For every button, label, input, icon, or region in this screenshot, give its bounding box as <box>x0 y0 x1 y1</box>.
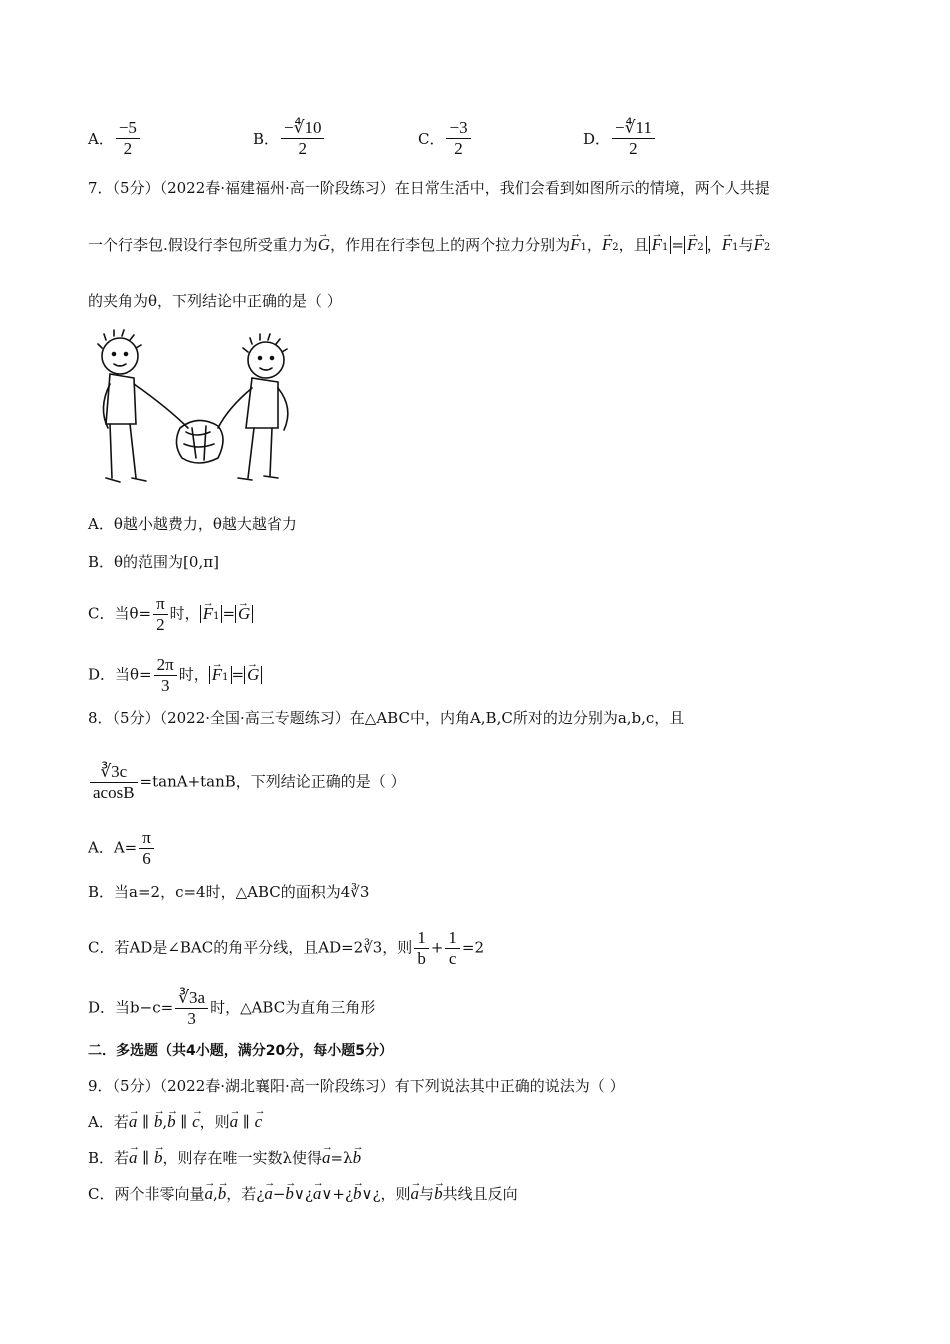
q7-stem-line3: 的夹角为θ，下列结论中正确的是（ ） <box>88 292 342 310</box>
q9-stem: 9．（5分）（2022春·湖北襄阳·高一阶段练习）有下列说法其中正确的说法为（ ） <box>88 1077 625 1095</box>
q7-stem-line1: 7．（5分）（2022春·福建福州·高一阶段练习）在日常生活中，我们会看到如图所示的情境，两个人共提 <box>88 179 770 197</box>
q7-option-b: B．θ的范围为[0,π] <box>88 553 219 571</box>
fraction: $\frac{∛3c}{acosB}$ <box>90 762 138 803</box>
q8-stem-line2: $\frac{∛3c}{acosB}$ =tanA+tanB，下列结论正确的是（ ） <box>88 762 406 803</box>
q8-stem-line1: 8．（5分）（2022·全国·高三专题练习）在△ABC中，内角A,B,C所对的边分别为a,b,c，且 <box>88 709 685 727</box>
q6-option-b: B． $\frac{-∜10}{2}$ <box>253 118 326 159</box>
fraction: $\frac{\pi}{2}$ <box>153 594 168 635</box>
q6-option-a: A． $\frac{-5}{2}$ <box>88 118 142 159</box>
fraction: $\frac{-5}{2}$ <box>116 118 140 159</box>
fraction: $\frac{\pi}{6}$ <box>139 828 154 869</box>
fraction: $\frac{1}{b}$ <box>414 928 429 969</box>
q7-option-d: D．当θ= $\frac{2\pi}{3}$ 时，→ F1 =→ G <box>88 655 262 696</box>
q6-option-c: C． $\frac{-3}{2}$ <box>418 118 473 159</box>
two-people-carrying-bag-illustration <box>88 328 310 496</box>
q8-option-c: C．若AD是∠BAC的角平分线，且AD=2∛3，则 $\frac{1}{b}$ + $\frac{1}{c}$ =2 <box>88 928 485 968</box>
q7-stem-line2: 一个行李包.假设行李包所受重力为→ G，作用在行李包上的两个拉力分别为→ F1，→ F2，且→ F1 =→ F2 ，→ F1与→ F2 <box>88 234 770 259</box>
q9-option-c: C．两个非零向量→ a,→ b，若¿→ a−→ b∨¿→ a∨+¿→ b∨¿，则→ a与→ b共线且反向 <box>88 1183 518 1205</box>
q7-option-a: A．θ越小越费力，θ越大越省力 <box>88 515 297 533</box>
fraction: $\frac{∛3a}{3}$ <box>175 988 208 1029</box>
fraction: $\frac{2\pi}{3}$ <box>154 655 177 696</box>
q7-option-c: C．当θ= $\frac{\pi}{2}$ 时，→ F1 =→ G <box>88 594 253 635</box>
section-title: 二．多选题（共4小题，满分20分，每小题5分） <box>88 1043 393 1059</box>
q8-option-b: B．当a=2，c=4时，△ABC的面积为4∛3 <box>88 883 370 901</box>
fraction: $\frac{-∜11}{2}$ <box>612 118 655 159</box>
q8-option-d: D．当b−c= $\frac{∛3a}{3}$ 时，△ABC为直角三角形 <box>88 988 376 1028</box>
fraction: $\frac{-3}{2}$ <box>446 118 470 159</box>
fraction: $\frac{1}{c}$ <box>445 928 460 969</box>
q6-option-d: D． $\frac{-∜11}{2}$ <box>583 118 657 159</box>
q9-option-b: B．若→ a ∥ → b，则存在唯一实数λ使得→ a=λ→ b <box>88 1147 361 1169</box>
q8-option-a: A．A= $\frac{\pi}{6}$ <box>88 828 156 869</box>
fraction: $\frac{-∜10}{2}$ <box>281 118 324 159</box>
q9-option-a: A．若→ a ∥ → b,→ b ∥ → c，则→ a ∥ → c <box>88 1111 262 1133</box>
